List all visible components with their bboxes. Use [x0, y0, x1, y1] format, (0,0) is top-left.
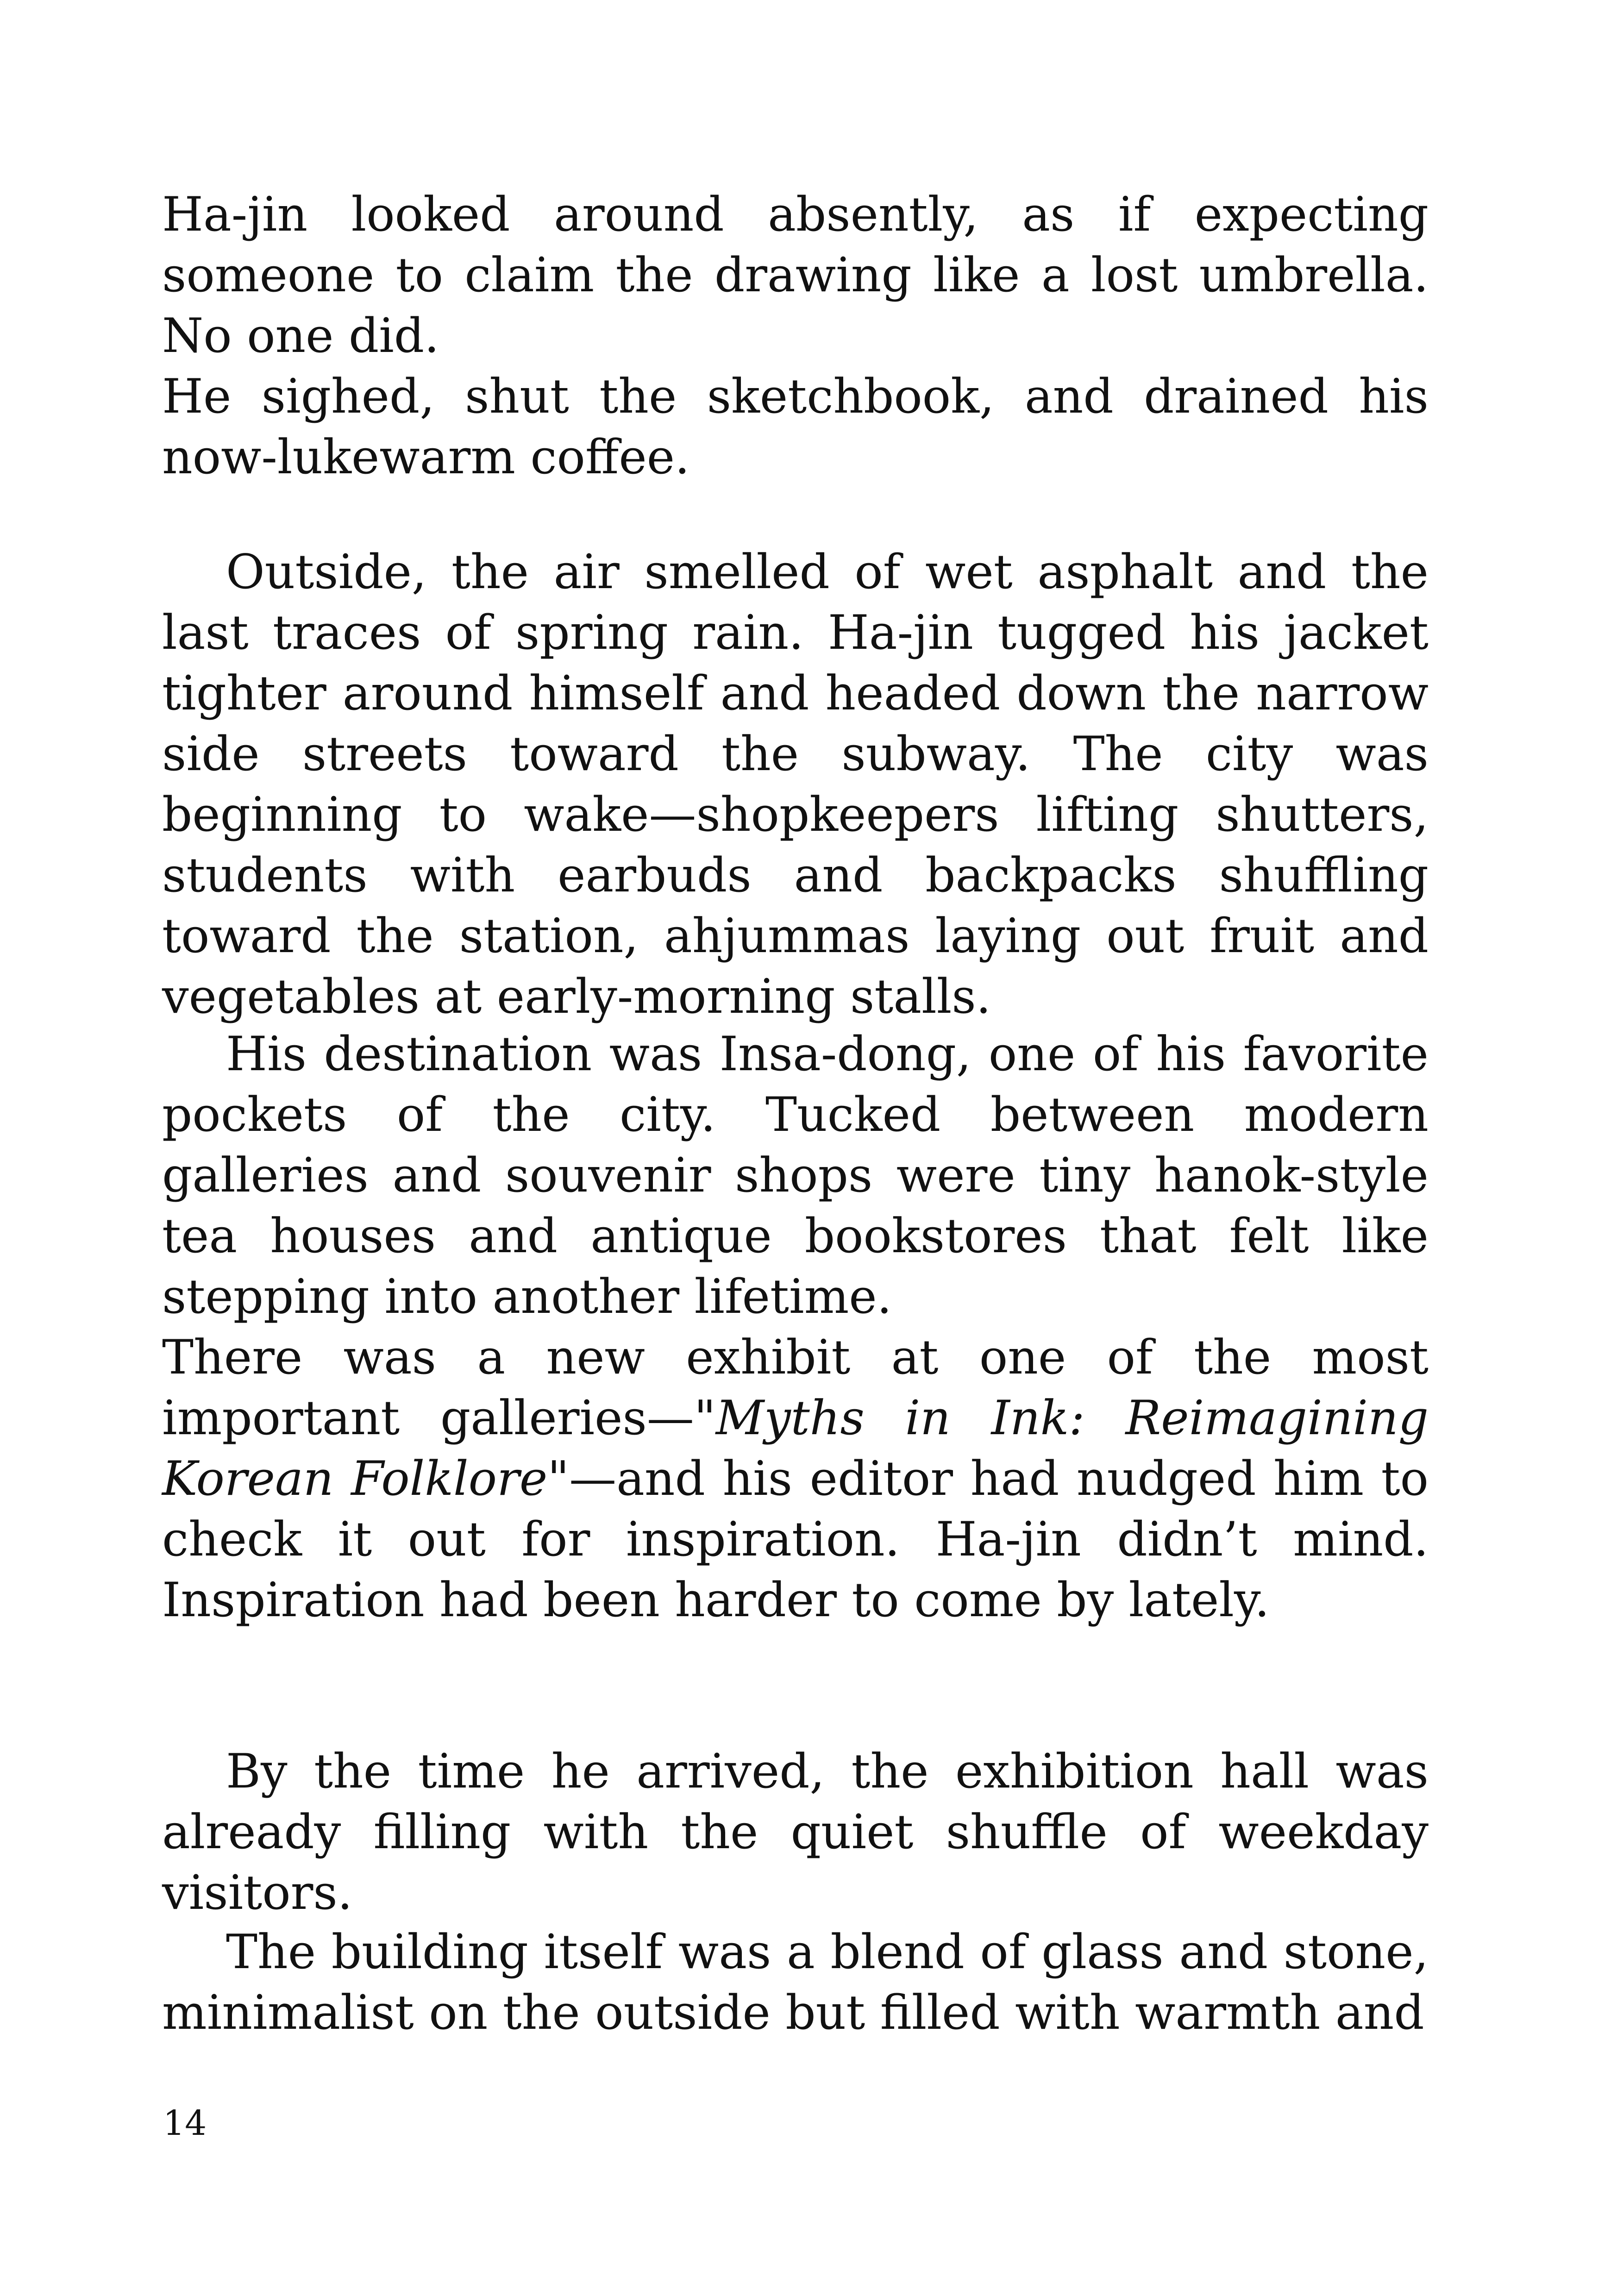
paragraph-block-insadong: [162, 1024, 1429, 1631]
paragraph-exhibit: [162, 1327, 1429, 1631]
paragraph-block-arrival: [162, 1741, 1429, 1923]
paragraph-lost-drawing: Ha-jin looked around absently, as if expecting someone to claim the drawing like a lost umbrella. No one did.: [162, 187, 1429, 364]
page-number: 14: [163, 2103, 207, 2143]
exhibit-text-after: —and his editor had nudged him to check it out for inspiration. Ha-jin didn’t mind. Inspiration had been harder to come by lately.: [162, 1451, 1429, 1628]
exhibit-text-before: There was a new exhibit at one of the most important galleries—: [162, 1330, 1429, 1446]
paragraph-insadong: His destination was Insa-dong, one of his favorite pockets of the city. Tucked between modern galleries and souvenir shops were tiny hanok-style tea houses and antique bookstores that felt like stepping into another lifetime.: [162, 1027, 1429, 1324]
paragraph-outside: Outside, the air smelled of wet asphalt and the last traces of spring rain. Ha-jin tugged his jacket tighter around himself and headed down the narrow side streets toward the subway. The city was beginning to wake—shopkeepers lifting shutters, students with earbuds and backpacks shuffling toward the station, ahjummas laying out fruit and vegetables at early-morning stalls.: [162, 545, 1429, 1024]
paragraph-building: The building itself was a blend of glass and stone, minimalist on the outside but filled with warmth and: [162, 1925, 1429, 2040]
paragraph-arrival: By the time he arrived, the exhibition hall was already filling with the quiet shuffle of weekday visitors.: [162, 1744, 1429, 1920]
paragraph-coffee: He sighed, shut the sketchbook, and drained his now-lukewarm coffee.: [162, 369, 1429, 485]
paragraph-block-building: [162, 1922, 1429, 2043]
exhibit-title: "Myths in Ink: Reimagining Korean Folklore": [162, 1391, 1429, 1506]
opening-lines: [162, 184, 1429, 488]
paragraph-block-outside: [162, 542, 1429, 1027]
